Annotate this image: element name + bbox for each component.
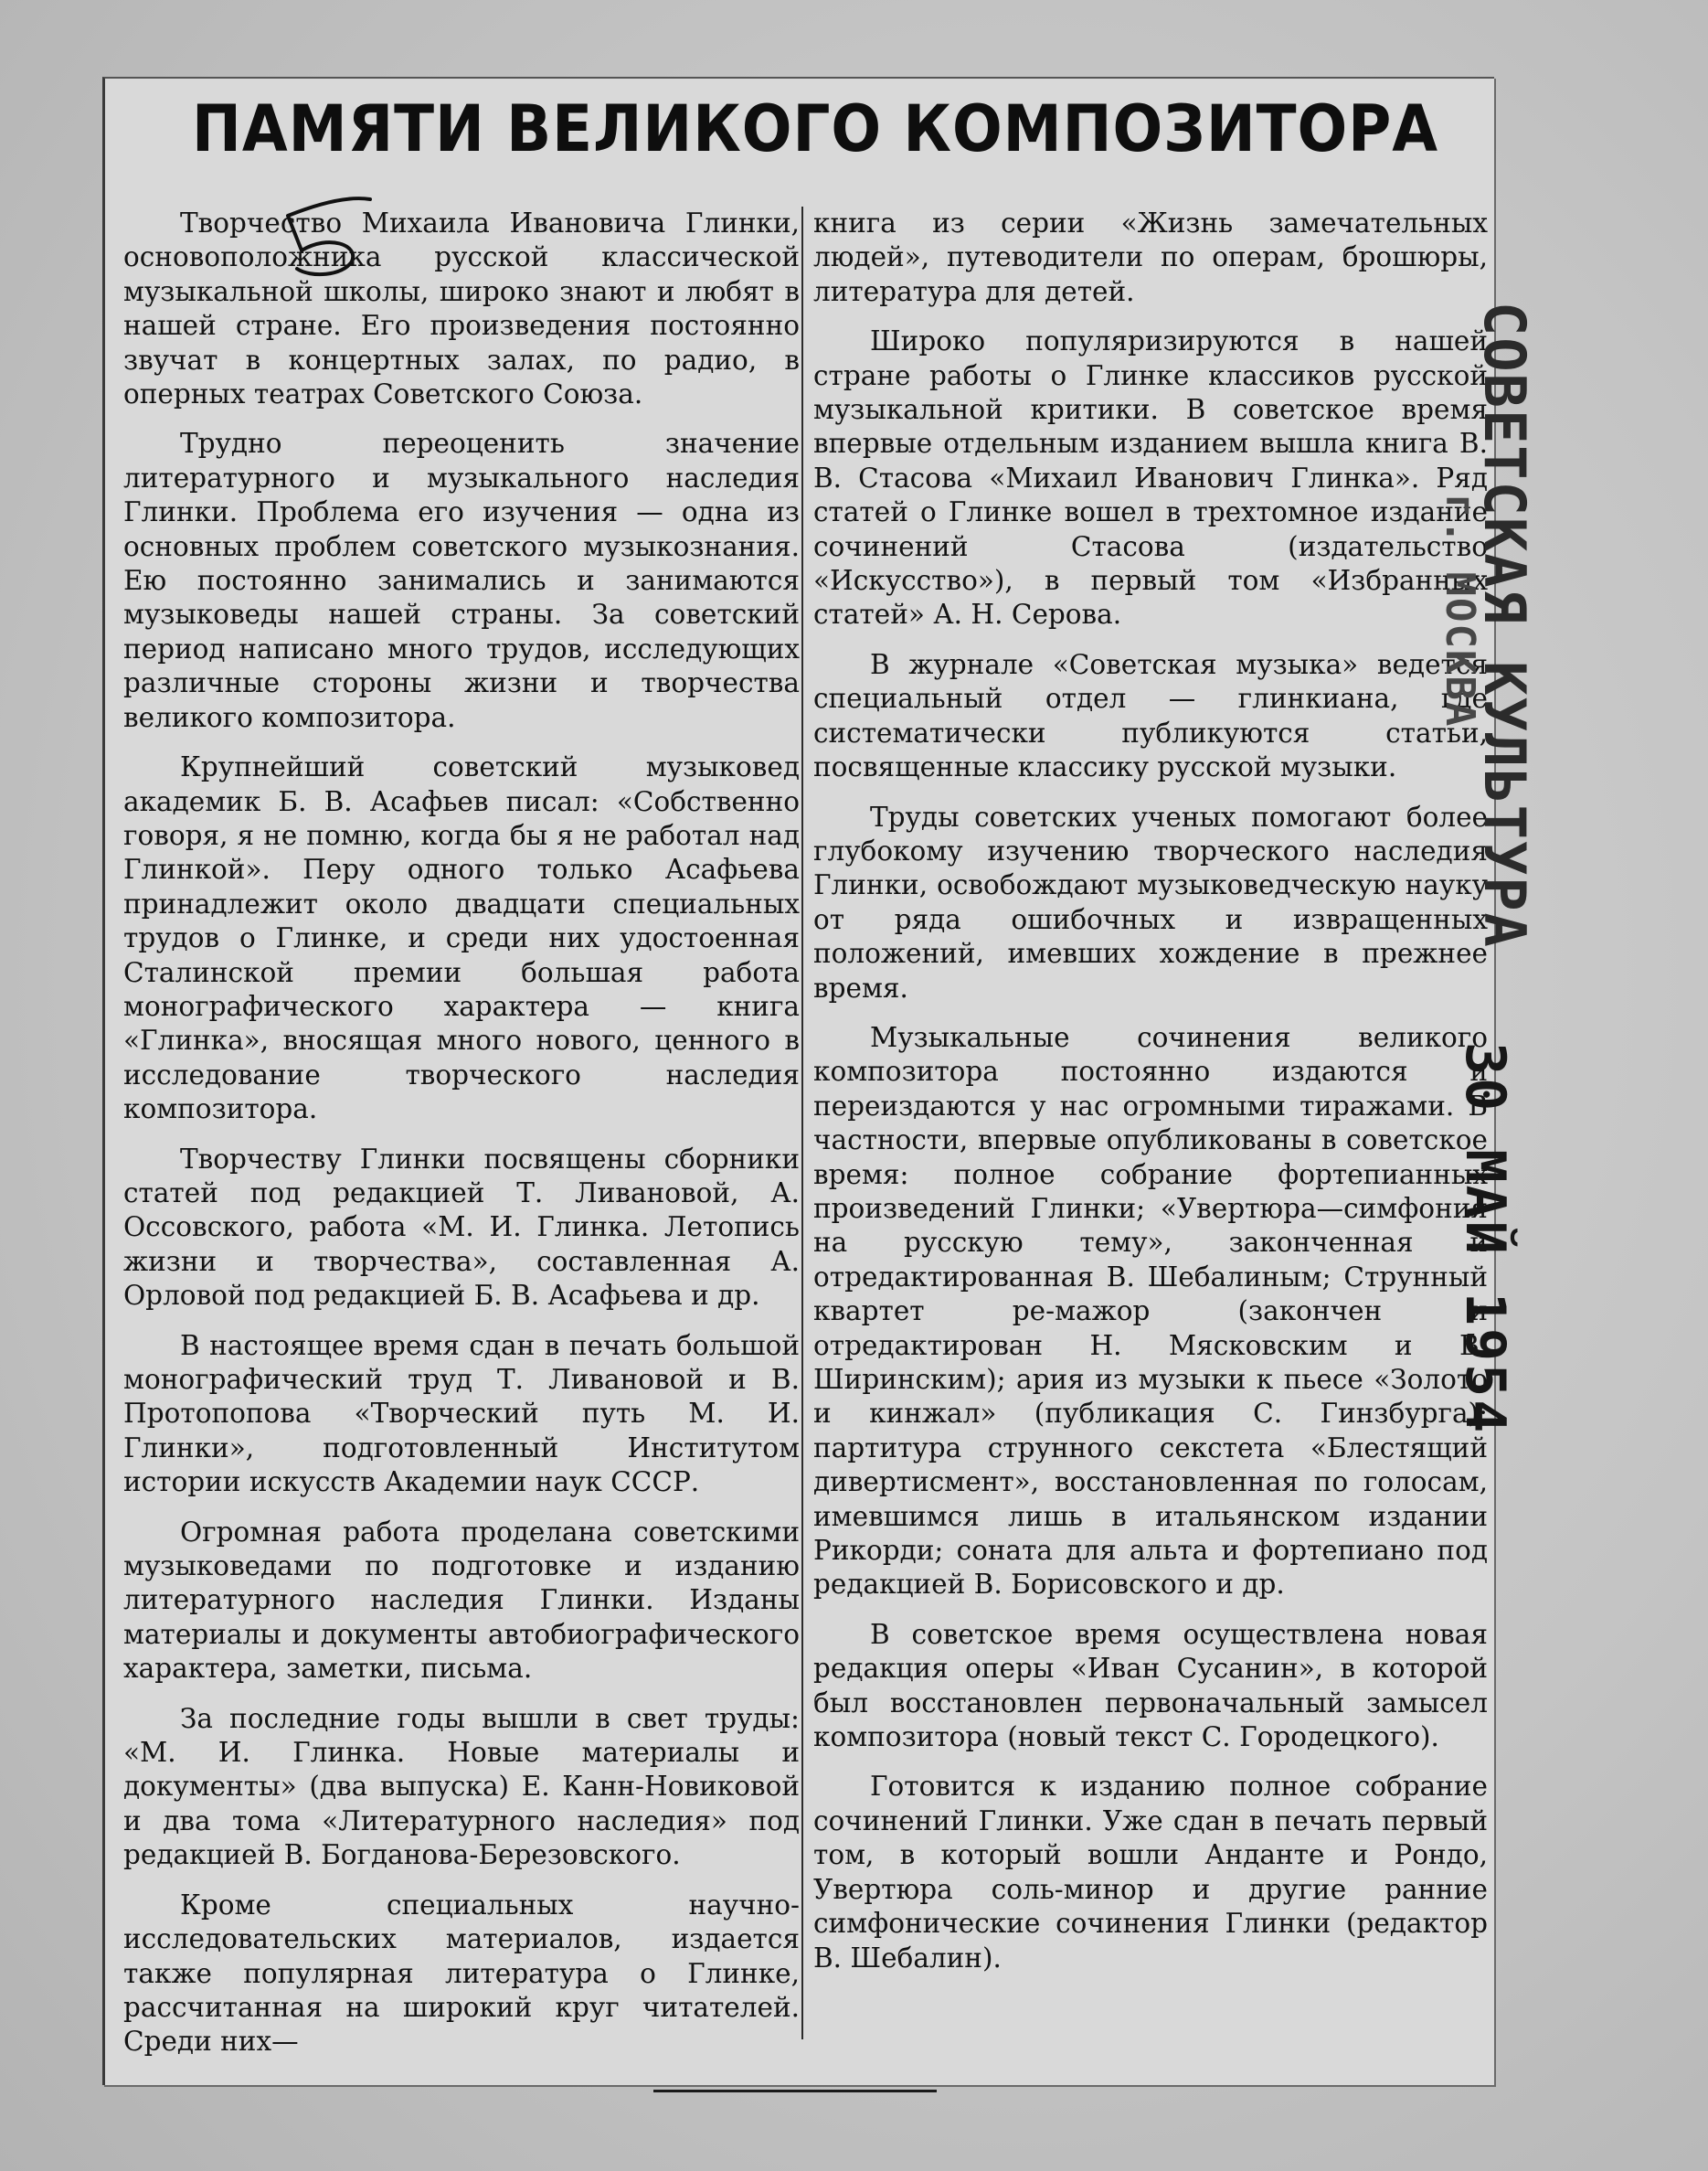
stamp-city: г. МОСКВА bbox=[1437, 494, 1483, 729]
column-divider bbox=[801, 207, 803, 2039]
newspaper-clipping bbox=[102, 77, 1494, 2085]
paragraph: Творчеству Глинки посвящены сборники статей под редакцией Т. Ливановой, А. Оссовского, работа «М. И. Глинка. Летопись жизни и творчества», составленная А. Орловой под редакцией Б. В. Асафьева и др. bbox=[123, 1143, 800, 1312]
paragraph: Творчество Михаила Ивановича Глинки, основоположника русской классической музыкальной школы, широко знают и любят в нашей стране. Его произведения постоянно звучат в концертных залах, по радио, в оперных театрах Советского Союза. bbox=[123, 208, 800, 410]
paragraph: Широко популяризируются в нашей стране работы о Глинке классиков русской музыкальной критики. В советское время впервые отдельным изданием вышла книга В. В. Стасова «Михаил Иванович Глинка». Ряд статей о Глинке вошел в трехтомное издание сочинений Стасова (издательство «Искусство»), в первый том «Избранных статей» А. Н. Серова. bbox=[813, 325, 1488, 631]
paragraph: Кроме специальных научно-исследовательских материалов, издается также популярная литература о Глинке, рассчитанная на широкий круг читателей. Среди них— bbox=[123, 1889, 800, 2058]
paragraph: Крупнейший советский музыковед академик Б. В. Асафьев писал: «Собственно говоря, я не помню, когда бы я не работал над Глинкой». Перу одного только Асафьева принадлежит около двадцати специальных трудов о Глинке, и среди них удостоенная Сталинской премии большая работа монографического характера — книга «Глинка», вносящая много нового, ценного в исследование творческого наследия композитора. bbox=[123, 751, 800, 1125]
paragraph: В настоящее время сдан в печать большой монографический труд Т. Ливановой и В. Протопопова «Творческий путь М. И. Глинки», подготовленный Институтом истории искусств Академии наук СССР. bbox=[123, 1329, 800, 1498]
paragraph: Труды советских ученых помогают более глубокому изучению творческого наследия Глинки, освобождают музыковедческую науку от ряда ошибочных и извращенных положений, имевших хождение в прежнее время. bbox=[813, 801, 1488, 1004]
headline: ПАМЯТИ ВЕЛИКОГО КОМПОЗИТОРА bbox=[192, 91, 1439, 166]
paragraph: Трудно переоценить значение литературного и музыкального наследия Глинки. Проблема его изучения — одна из основных проблем советского музыкознания. Ею постоянно занимались и занимаются музыковеды нашей страны. За советский период написано много трудов, исследующих различные стороны жизни и творчества великого композитора. bbox=[123, 428, 800, 733]
article-column-left bbox=[123, 207, 800, 2075]
end-rule bbox=[653, 2090, 937, 2092]
paragraph: Огромная работа проделана советскими музыковедами по подготовке и изданию литературного наследия Глинки. Изданы материалы и документы автобиографического характера, заметки, письма. bbox=[123, 1516, 800, 1685]
paragraph: За последние годы вышли в свет труды: «М. И. Глинка. Новые материалы и документы» (два выпуска) Е. Канн-Новиковой и два тома «Литературного наследия» под редакцией В. Богданова-Березовского. bbox=[123, 1702, 800, 1871]
stamp-newspaper-name: СОВЕТСКАЯ КУЛЬТУРА bbox=[1471, 302, 1538, 949]
paragraph: Музыкальные сочинения великого композитора постоянно издаются и переиздаются у нас огромными тиражами. В частности, впервые опубликованы в советское время: полное собрание фортепианных произведений Глинки; «Увертюра—симфония на русскую тему», законченная и отредактированная В. Шебалиным; Струнный квартет ре-мажор (закончен и отредактирован Н. Мясковским и В. Ширинским); ария из музыки к пьесе «Золото и кинжал» (публикация С. Гинзбурга); партитура струнного секстета «Блестящий дивертисмент», восстановленная по голосам, имевшимся лишь в итальянском издании Рикорди; соната для альта и фортепиано под редакцией В. Борисовского и др. bbox=[813, 1021, 1488, 1601]
paragraph: В журнале «Советская музыка» ведется специальный отдел — глинкиана, где систематически публикуются статьи, посвященные классику русской музыки. bbox=[813, 648, 1488, 783]
paragraph: В советское время осуществлена новая редакция оперы «Иван Сусанин», в которой был восстановлен первоначальный замысел композитора (новый текст С. Городецкого). bbox=[813, 1618, 1488, 1753]
paragraph: Готовится к изданию полное собрание сочинений Глинки. Уже сдан в печать первый том, в который вошли Анданте и Рондо, Увертюра соль-минор и другие ранние симфонические сочинения Глинки (редактор В. Шебалин). bbox=[813, 1771, 1488, 1974]
stamp-date: 30 МАЙ 1954 bbox=[1453, 1042, 1517, 1436]
paragraph: книга из серии «Жизнь замечательных людей», путеводители по операм, брошюры, литература для детей. bbox=[813, 208, 1488, 307]
article-column-right bbox=[813, 207, 1488, 1991]
